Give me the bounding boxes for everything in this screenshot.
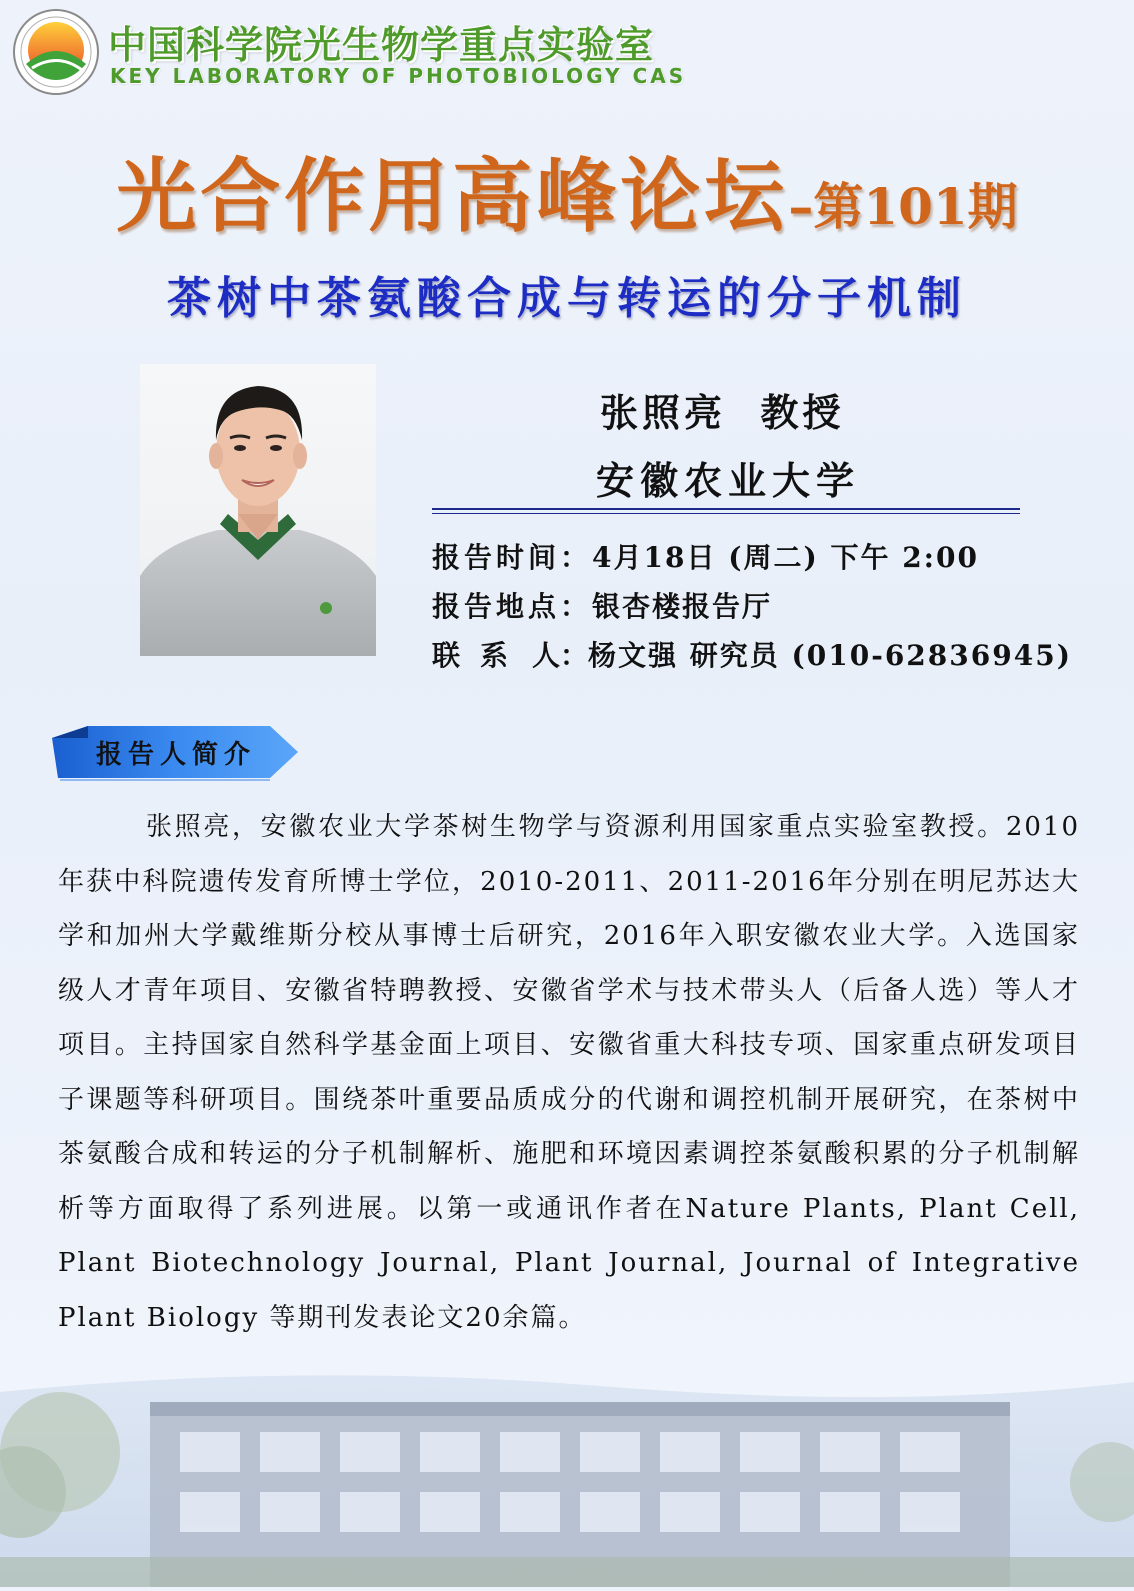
- divider: [432, 508, 1020, 514]
- org-name-en: KEY LABORATORY OF PHOTOBIOLOGY CAS: [110, 64, 687, 88]
- campus-building-illustration: [0, 1362, 1134, 1587]
- speaker-affiliation: 安徽农业大学: [596, 458, 861, 503]
- contact-label: [432, 639, 588, 672]
- bio-heading: 报告人简介: [96, 740, 257, 770]
- contact-label-char: 系: [480, 639, 509, 672]
- forum-issue: –第101期: [788, 177, 1018, 236]
- speaker-name-line: [600, 382, 845, 437]
- lab-emblem-icon: [12, 8, 100, 96]
- speaker-name: 张照亮: [600, 390, 727, 435]
- talk-time-value: 4月18日 (周二) 下午 2:00: [592, 541, 979, 574]
- talk-venue-row: [432, 585, 772, 625]
- talk-venue-value: 银杏楼报告厅: [592, 590, 773, 623]
- org-name-cn: 中国科学院光生物学重点实验室: [108, 23, 655, 67]
- speaker-rank: 教授: [760, 390, 845, 435]
- bio-text: 张照亮，安徽农业大学茶树生物学与资源利用国家重点实验室教授。2010年获中科院遗传发育所博士学位，2010-2011、2011-2016年分别在明尼苏达大学和加州大学戴维斯分校从事博士后研究，2016年入职安徽农业大学。入选国家级人才青年项目、安徽省特聘教授、安徽省学术与技术带头人（后备人选）等人才项目。主持国家自然科学基金面上项目、安徽省重大科技专项、国家重点研发项目子课题等科研项目。围绕茶叶重要品质成分的代谢和调控机制开展研究，在茶树中茶氨酸合成和转运的分子机制解析、施肥和环境因素调控茶氨酸积累的分子机制解析等方面取得了系列进展。以第一或通讯作者在Nature Plants, Plant Cell, Plant Biotechnology Journal, Plant Journal, Journal of Integrative Plant Biology 等期刊发表论文20余篇。: [58, 812, 1080, 1333]
- talk-title: 茶树中茶氨酸合成与转运的分子机制: [167, 273, 967, 324]
- talk-venue-label: 报告地点：: [432, 590, 593, 623]
- contact-label-char: 人：: [532, 639, 589, 672]
- speaker-photo: [140, 364, 376, 656]
- talk-time-row: [432, 536, 979, 576]
- contact-row: [432, 634, 1072, 674]
- contact-label-char: 联: [432, 639, 461, 672]
- talk-time-label: 报告时间：: [432, 541, 593, 574]
- contact-value: 杨文强 研究员 (010-62836945): [588, 639, 1072, 672]
- forum-title-main: 光合作用高峰论坛: [116, 149, 789, 243]
- forum-title: [0, 132, 1134, 247]
